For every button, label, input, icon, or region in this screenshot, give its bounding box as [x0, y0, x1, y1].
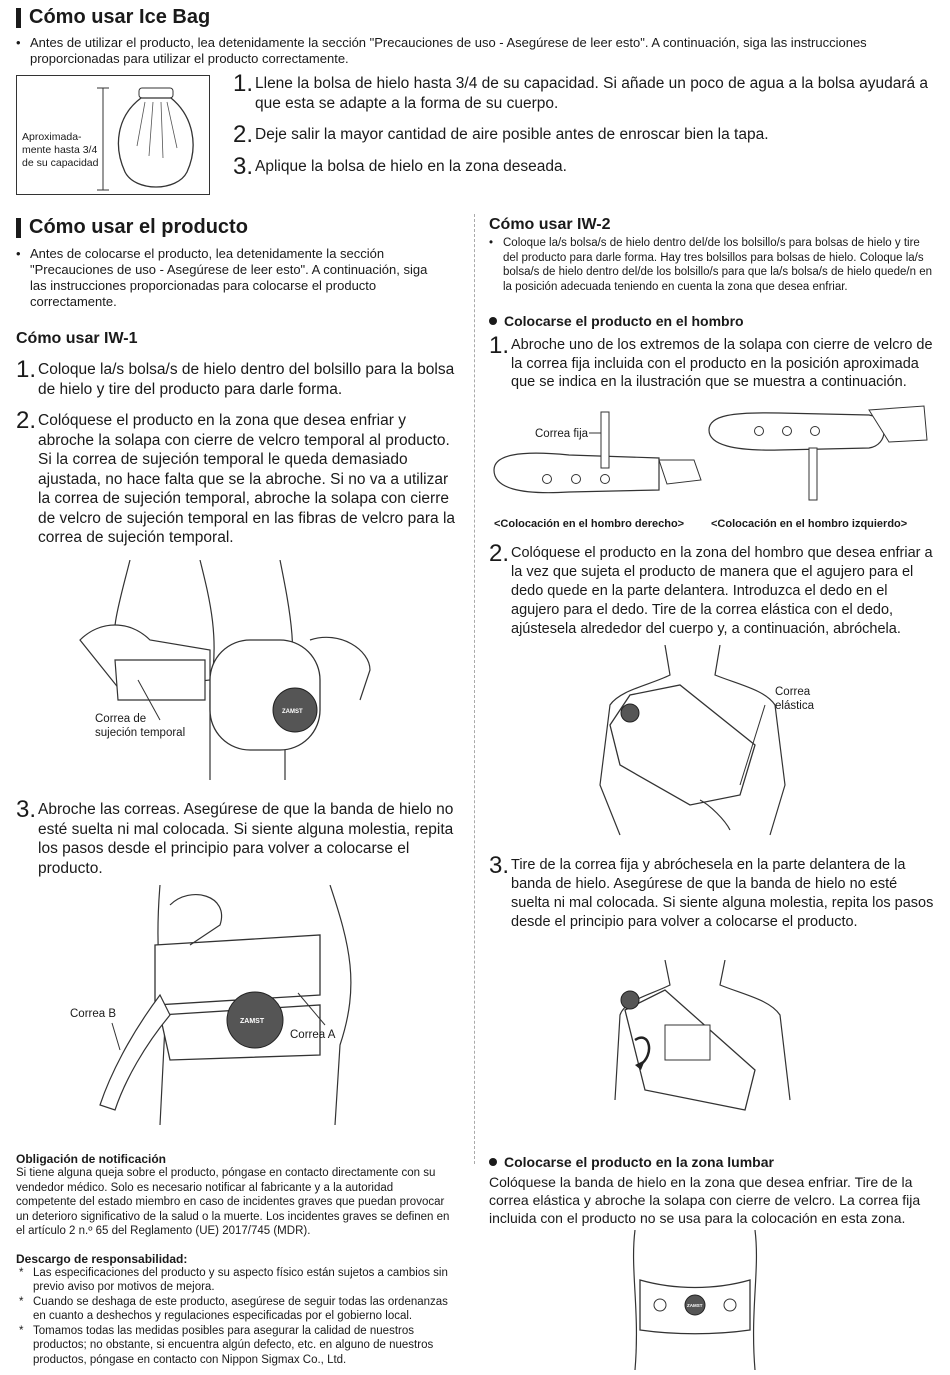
- fixed-strap-label: Correa fija: [535, 428, 589, 440]
- notification-section: [16, 1152, 456, 1367]
- iw1-straps-illustration: [60, 885, 400, 1125]
- elastic-strap-label: Correa elástica: [775, 686, 814, 712]
- bullet-disc: [489, 317, 497, 325]
- left-shoulder-caption: <Colocación en el hombro izquierdo>: [711, 518, 908, 530]
- lumbar-title: Colocarse el producto en la zona lumbar: [489, 1154, 774, 1170]
- column-divider: [474, 214, 475, 1164]
- iw1-steps-b: [16, 796, 456, 878]
- shoulder-step-2-block: [489, 540, 934, 639]
- iw1-figure-2: [60, 885, 400, 1125]
- icebag-steps: [233, 70, 933, 180]
- icebag-step-2: 2. Deje salir la mayor cantidad de aire posible antes de enroscar bien la tapa.: [233, 121, 769, 148]
- disclaimer-item: * Tomamos todas las medidas posibles para asegurar la calidad de nuestros productos; no obstante, si encuentra algún defecto, etc. en alguno de nuestros productos, póngase en contacto con Nippon Sigmax Co., Ltd.: [19, 1324, 434, 1366]
- lumbar-text: Colóquese la banda de hielo en la zona que desea enfriar. Tire de la correa elástica y abroche la solapa con cierre de velcro. La correa fija incluida con el producto no se usa para la colocación en esta zona.: [489, 1174, 921, 1226]
- iw1-temporal-strap-illustration: [70, 560, 390, 780]
- shoulder-fixed-strap-illustration: [605, 960, 805, 1140]
- product-intro: • Antes de colocarse el producto, lea detenidamente la sección "Precauciones de uso - Asegúrese de leer esto". A continuación, siga las instrucciones proporcionadas para colocarse el producto correctamente.: [16, 246, 428, 309]
- shoulder-step-3-block: [489, 852, 934, 932]
- disclaimer-item: * Las especificaciones del producto y su aspecto físico están sujetos a cambios sin previo aviso por motivos de mejora.: [19, 1266, 448, 1293]
- iw2-strap-illustration: [489, 400, 934, 515]
- iw1-steps-a: [16, 356, 456, 548]
- title-bar: [16, 8, 21, 28]
- icebag-intro: • Antes de utilizar el producto, lea detenidamente la sección "Precauciones de uso - Asegúrese de leer esto". A continuación, siga las instrucciones proporcionadas para utilizar el producto correctamente.: [16, 35, 867, 66]
- icebag-figure: [16, 75, 210, 195]
- icebag-title: Cómo usar Ice Bag: [16, 6, 210, 29]
- title-bar: [16, 218, 21, 238]
- icebag-capacity-label: Aproximada- mente hasta 3/4 de su capacidad: [22, 131, 99, 169]
- brand-logo: ZAMST: [240, 1018, 265, 1025]
- iw1-step-1: 1. Coloque la/s bolsa/s de hielo dentro del bolsillo para la bolsa de hielo y tire del producto para darle forma.: [16, 356, 455, 398]
- shoulder-title: Colocarse el producto en el hombro: [489, 313, 744, 329]
- shoulder-step-1: 1. Abroche uno de los extremos de la solapa con cierre de velcro de la correa fija incluida con el producto en la posición aproximada que se indica en la ilustración que se muestra a continuación.: [489, 332, 933, 390]
- shoulder-figure-1: [590, 645, 830, 840]
- shoulder-step-3: 3. Tire de la correa fija y abróchesela en la parte delantera de la banda de hielo. Asegúrese de que la banda de hielo no esté suelta ni mal colocada. Si siente alguna molestia, repita los pasos desde el principio para volver a colocarse el producto.: [489, 852, 934, 930]
- shoulder-figure-2: [605, 960, 805, 1140]
- iw1-title: Cómo usar IW-1: [16, 330, 138, 347]
- notification-text: Si tiene alguna queja sobre el producto, póngase en contacto directamente con su vendedor médico. Solo es necesario notificar al fabricante y a la autoridad competente del estado miembro en caso de incidentes graves que puedan provocar un deterioro significativo de la salud o la muerte. Los incidentes graves se definen en el artículo 2 n.º 65 del Reglamento (UE) 2017/745 (MDR).: [16, 1167, 450, 1237]
- iw1-temporal-strap-label: Correa de sujeción temporal: [95, 713, 186, 739]
- iw2-title: Cómo usar IW-2: [489, 216, 611, 233]
- disclaimer-title: Descargo de responsabilidad:: [16, 1251, 188, 1266]
- iw2-strap-figure: [489, 400, 934, 530]
- iw1-strap-a-label: Correa A: [290, 1029, 336, 1041]
- iw1-strap-b-label: Correa B: [70, 1008, 117, 1020]
- right-shoulder-caption: <Colocación en el hombro derecho>: [494, 518, 685, 530]
- lumbar-figure: [615, 1230, 775, 1370]
- iw1-figure-1: [70, 560, 390, 780]
- iw1-step-2: 2. Colóquese el producto en la zona que desea enfriar y abroche la solapa con cierre de velcro temporal al producto. Si la correa de sujeción temporal le queda demasiado ajustada, no hace falta que se la abroche. Si no va a utilizar la correa de sujeción temporal, abroche la solapa con cierre de velcro de sujeción temporal en las fibras de velcro para la correa de sujeción temporal.: [16, 407, 456, 546]
- shoulder-elastic-illustration: [590, 645, 830, 840]
- brand-logo: ZAMST: [282, 709, 303, 715]
- icebag-step-1: 1. Llene la bolsa de hielo hasta 3/4 de su capacidad. Si añade un poco de agua a la bolsa ayudará a que esta se adapte a la forma de su cuerpo.: [233, 70, 929, 112]
- product-title: Cómo usar el producto: [16, 216, 248, 239]
- iw1-step-3: 3. Abroche las correas. Asegúrese de que la banda de hielo no esté suelta ni mal colocada. Si siente alguna molestia, repita los pasos desde el principio para volver a colocarse el producto.: [16, 796, 454, 877]
- brand-logo: ZAMST: [687, 1303, 703, 1308]
- shoulder-step-2: 2. Colóquese el producto en la zona del hombro que desea enfriar a la vez que sujeta el producto de manera que el agujero para el dedo quede en la parte delantera. Introduzca el dedo en el agujero para el dedo. Tire de la correa elástica con el dedo, ajústesela alrededor del cuerpo y, a continuación, abróchela.: [489, 540, 933, 637]
- icebag-step-3: 3. Aplique la bolsa de hielo en la zona deseada.: [233, 153, 567, 180]
- disclaimer-item: * Cuando se deshaga de este producto, asegúrese de seguir todas las ordenanzas en cuanto a deshechos y regulaciones especificadas por el gobierno local.: [19, 1295, 448, 1322]
- lumbar-illustration: [615, 1230, 775, 1370]
- iw2-intro: • Coloque la/s bolsa/s de hielo dentro del/de los bolsillo/s para bolsas de hielo y tire del producto para darle forma. Hay tres bolsillos para bolsas de hielo. Coloque la/s bolsa/s de hielo dentro del/de los bolsillo/s para que la/s bolsa/s de hielo quede/n en la posición adecuada teniendo en cuenta la zona que desea enfriar.: [489, 237, 932, 293]
- notification-title: Obligación de notificación: [16, 1152, 167, 1166]
- bullet-disc: [489, 1158, 497, 1166]
- shoulder-step-1-block: [489, 332, 934, 392]
